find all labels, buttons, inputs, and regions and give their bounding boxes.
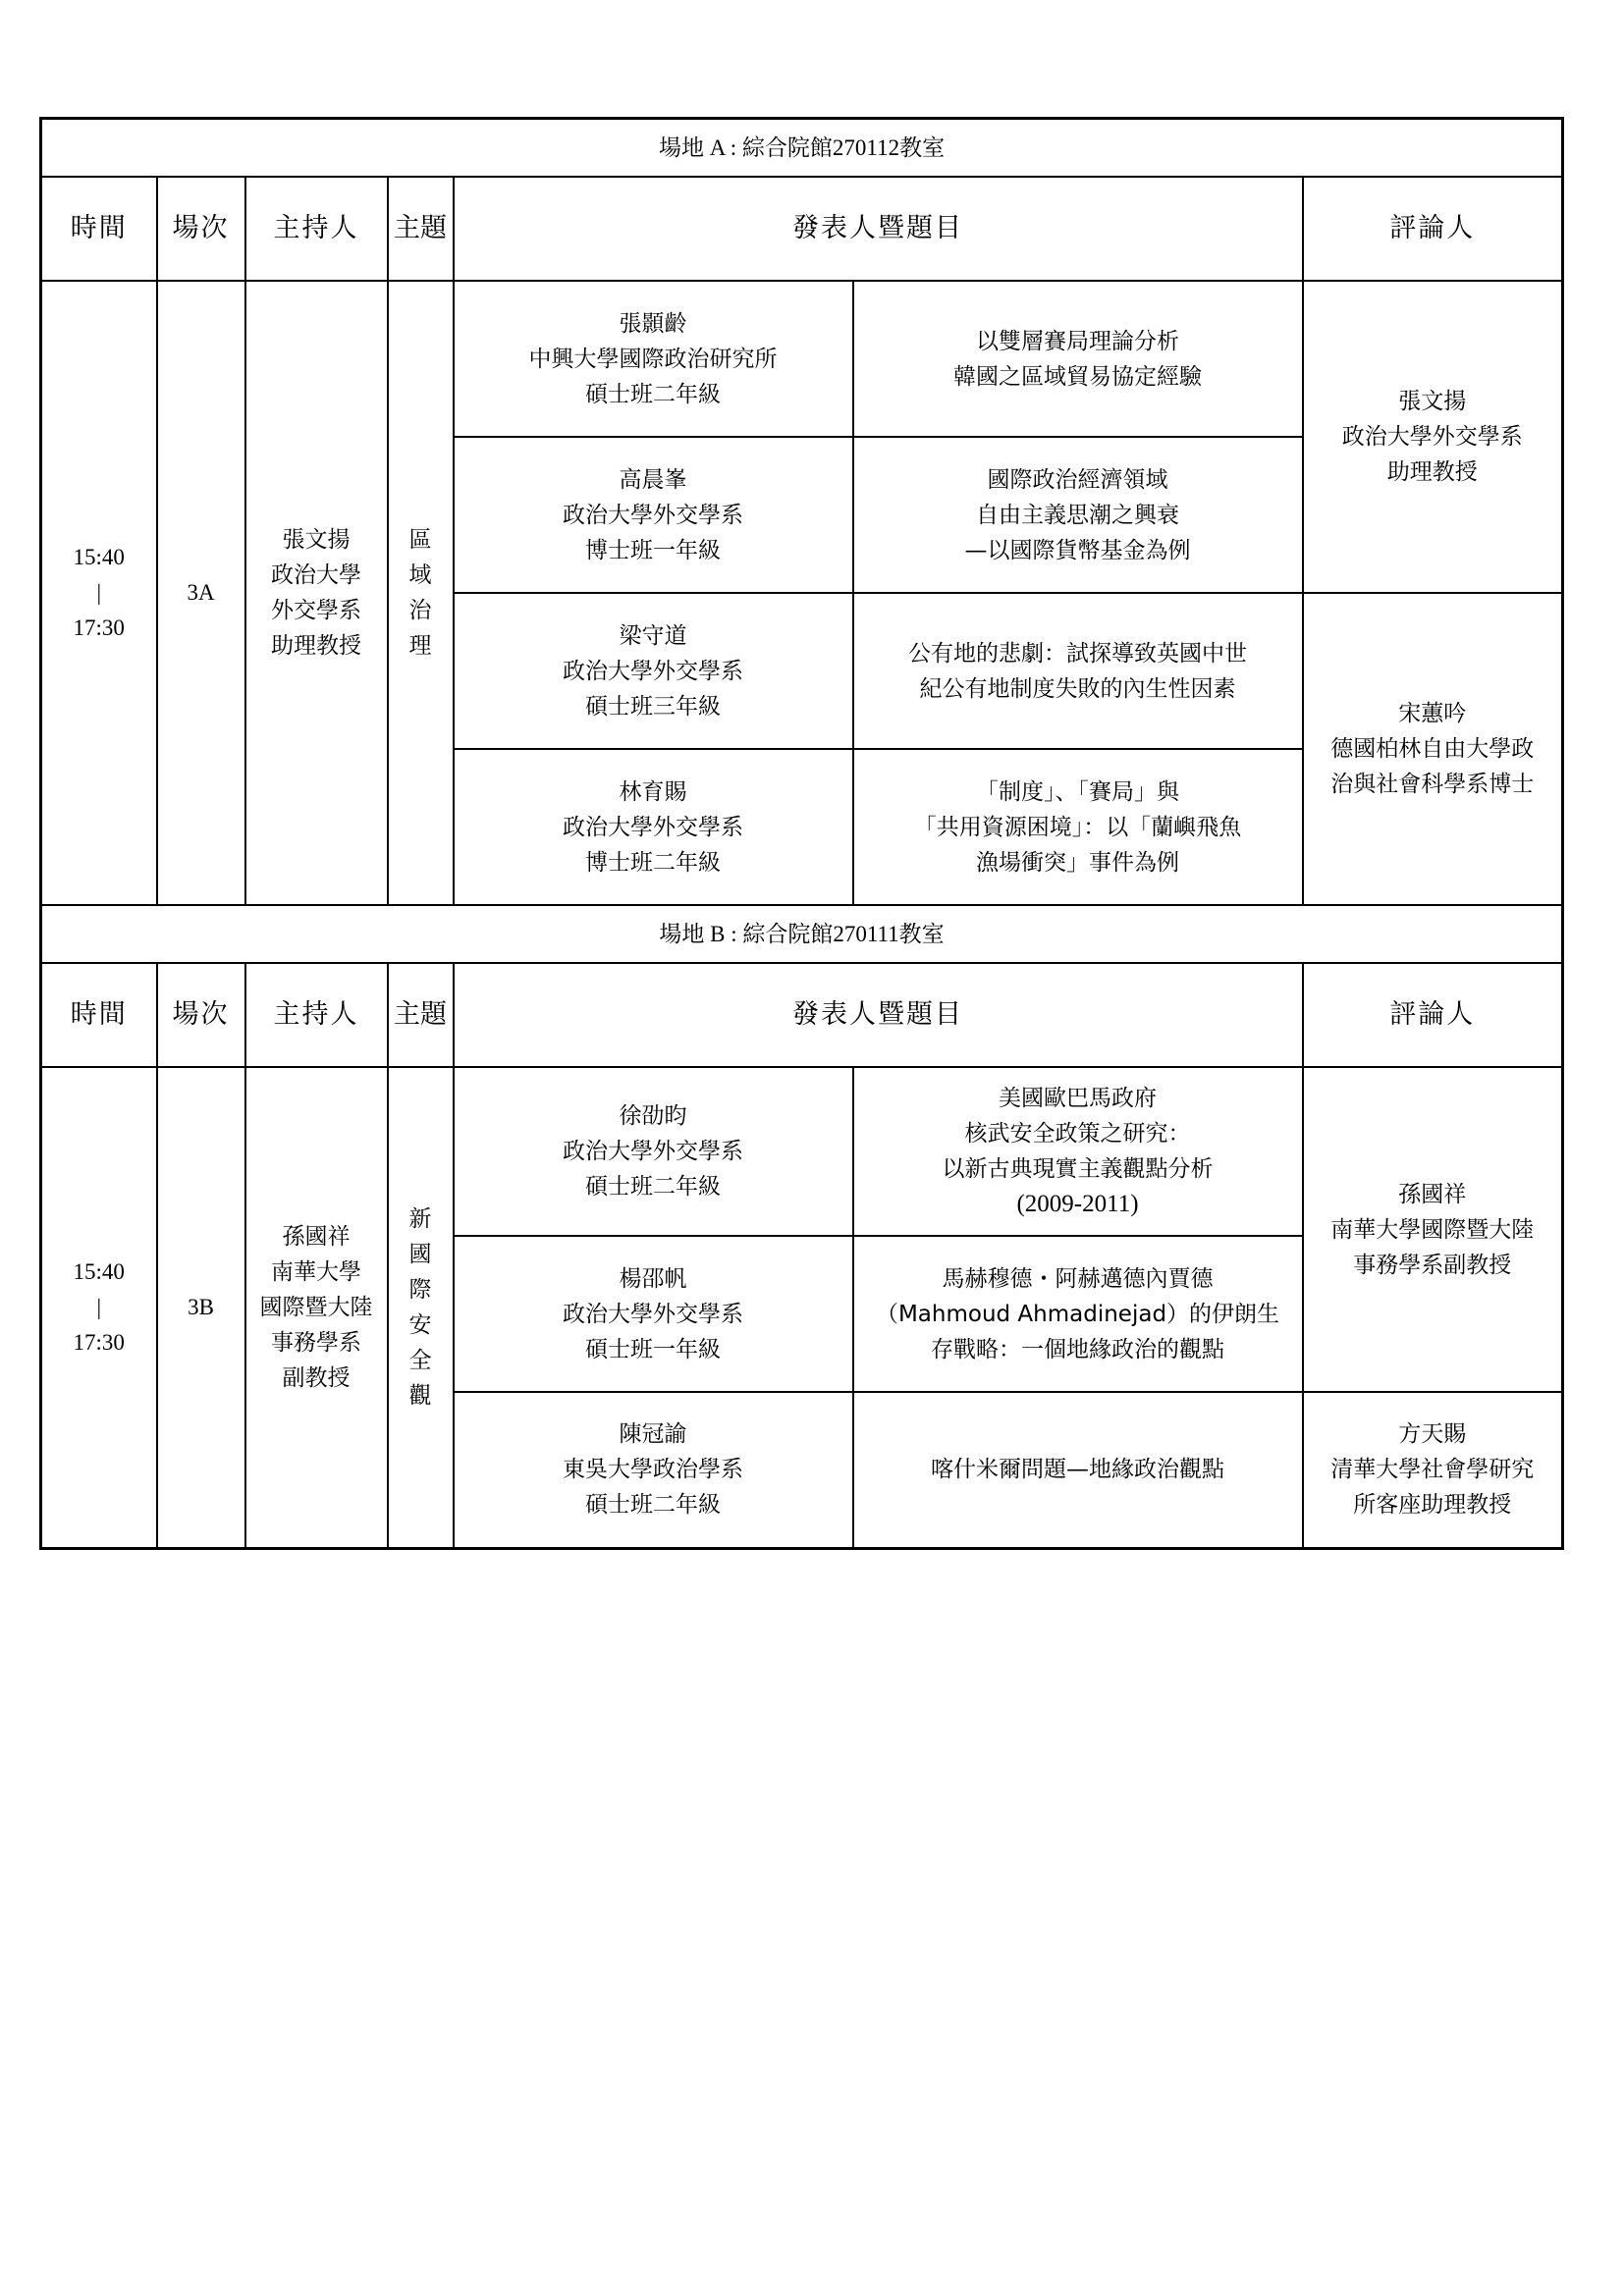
session-cell: 3A — [157, 281, 245, 905]
header-topic: 主題 — [388, 177, 454, 281]
header-row-b — [41, 963, 1563, 1067]
presenter-cell: 張顥齡 中興大學國際政治研究所 碩士班二年級 — [454, 281, 853, 437]
header-commentator: 評論人 — [1303, 963, 1563, 1067]
header-session: 場次 — [157, 177, 245, 281]
paper-title-cell: 國際政治經濟領域 自由主義思潮之興衰 —以國際貨幣基金為例 — [853, 437, 1303, 593]
commentator-cell: 張文揚 政治大學外交學系 助理教授 — [1303, 281, 1563, 593]
host-cell: 孫國祥 南華大學 國際暨大陸 事務學系 副教授 — [245, 1067, 388, 1548]
host-cell: 張文揚 政治大學 外交學系 助理教授 — [245, 281, 388, 905]
paper-row — [41, 1067, 1563, 1236]
commentator-cell: 宋蕙吟 德國柏林自由大學政 治與社會科學系博士 — [1303, 593, 1563, 905]
paper-title-cell: 馬赫穆德・阿赫邁德內賈德 （Mahmoud Ahmadinejad）的伊朗生 存戰略：一個地緣政治的觀點 — [853, 1236, 1303, 1392]
time-cell: 15:40 | 17:30 — [41, 1067, 157, 1548]
venue-a-title: 場地 A : 綜合院館270112教室 — [41, 119, 1563, 178]
topic-cell: 新 國 際 安 全 觀 — [388, 1067, 454, 1548]
header-topic: 主題 — [388, 963, 454, 1067]
presenter-cell: 陳冠諭 東吳大學政治學系 碩士班二年級 — [454, 1392, 853, 1548]
paper-title-cell: 以雙層賽局理論分析 韓國之區域貿易協定經驗 — [853, 281, 1303, 437]
paper-title-cell: 喀什米爾問題—地緣政治觀點 — [853, 1392, 1303, 1548]
presenter-cell: 高晨峯 政治大學外交學系 博士班一年級 — [454, 437, 853, 593]
venue-b-title: 場地 B : 綜合院館270111教室 — [41, 905, 1563, 963]
presenter-cell: 林育賜 政治大學外交學系 博士班二年級 — [454, 749, 853, 905]
presenter-cell: 梁守道 政治大學外交學系 碩士班三年級 — [454, 593, 853, 749]
topic-cell: 區 域 治 理 — [388, 281, 454, 905]
paper-title-cell: 「制度」、「賽局」與 「共用資源困境」：以「蘭嶼飛魚 漁場衝突」事件為例 — [853, 749, 1303, 905]
header-host: 主持人 — [245, 177, 388, 281]
header-commentator: 評論人 — [1303, 177, 1563, 281]
paper-row — [41, 281, 1563, 437]
session-cell: 3B — [157, 1067, 245, 1548]
presenter-cell: 楊邵帆 政治大學外交學系 碩士班一年級 — [454, 1236, 853, 1392]
header-presenter: 發表人暨題目 — [454, 177, 1303, 281]
paper-title-cell: 公有地的悲劇：試探導致英國中世 紀公有地制度失敗的內生性因素 — [853, 593, 1303, 749]
commentator-cell: 孫國祥 南華大學國際暨大陸 事務學系副教授 — [1303, 1067, 1563, 1392]
presenter-cell: 徐劭昀 政治大學外交學系 碩士班二年級 — [454, 1067, 853, 1236]
schedule-table — [39, 117, 1564, 1550]
header-host: 主持人 — [245, 963, 388, 1067]
header-time: 時間 — [41, 963, 157, 1067]
time-cell: 15:40 | 17:30 — [41, 281, 157, 905]
schedule-page — [39, 117, 1561, 1550]
commentator-cell: 方天賜 清華大學社會學研究 所客座助理教授 — [1303, 1392, 1563, 1548]
header-presenter: 發表人暨題目 — [454, 963, 1303, 1067]
header-session: 場次 — [157, 963, 245, 1067]
header-time: 時間 — [41, 177, 157, 281]
paper-title-cell: 美國歐巴馬政府 核武安全政策之研究： 以新古典現實主義觀點分析 (2009-2011) — [853, 1067, 1303, 1236]
header-row-a — [41, 177, 1563, 281]
